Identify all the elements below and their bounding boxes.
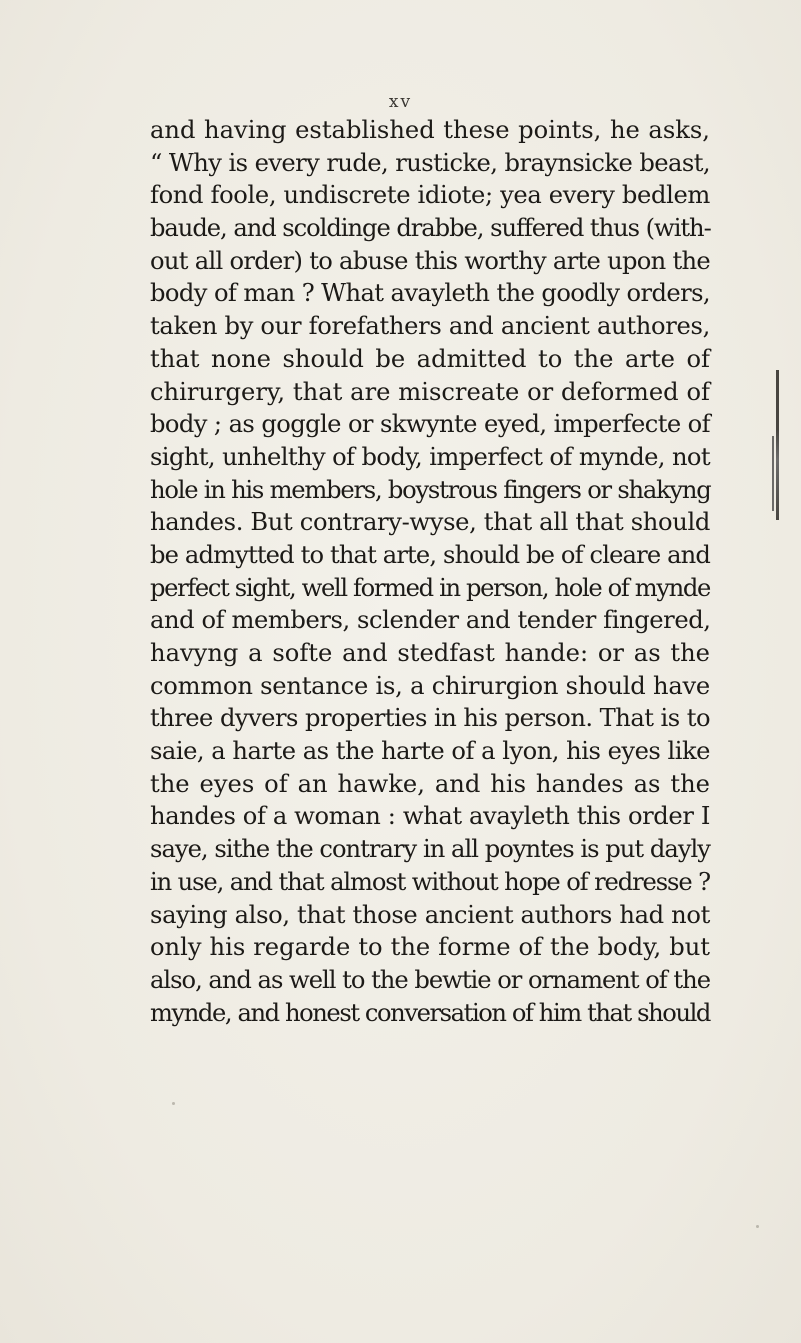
text-line: saying also, that those ancient authors had not [150, 900, 710, 929]
page-number: xv [388, 92, 413, 112]
text-line: in use, and that almost without hope of redresse ? [150, 867, 710, 896]
text-line: baude, and scoldinge drabbe, suffered thus (with- [150, 214, 711, 243]
text-line: havyng a softe and stedfast hande: or as the [150, 639, 710, 667]
text-line: sight, unhelthy of body, imperfect of mynde, not [150, 442, 710, 471]
text-line: perfect sight, well formed in person, hole of mynde [150, 573, 710, 602]
text-line: and having established these points, he asks, [150, 116, 710, 144]
text-line: “ Why is every rude, rusticke, braynsicke beast, [150, 148, 710, 177]
text-line: the eyes of an hawke, and his handes as the [150, 769, 710, 798]
text-line: mynde, and honest conversation of him that should [150, 998, 710, 1027]
text-line: handes of a woman : what avayleth this order I [150, 802, 710, 831]
text-line: taken by our forefathers and ancient authores, [150, 312, 710, 341]
margin-mark [772, 436, 774, 511]
text-line: out all order) to abuse this worthy arte upon the [150, 246, 710, 275]
paper-speck [172, 1102, 175, 1105]
text-line: saie, a harte as the harte of a lyon, his eyes like [150, 737, 710, 766]
paper-speck [756, 1225, 759, 1228]
margin-mark [776, 370, 779, 520]
text-line: chirurgery, that are miscreate or deformed of [150, 377, 710, 406]
text-line: fond foole, undiscrete idiote; yea every bedlem [150, 181, 710, 210]
text-line: and of members, sclender and tender fingered, [150, 606, 711, 635]
text-line: handes. But contrary-wyse, that all that should [150, 508, 710, 537]
text-line: be admytted to that arte, should be of cleare and [150, 540, 710, 569]
text-line: body of man ? What avayleth the goodly orders, [150, 279, 710, 308]
text-line: also, and as well to the bewtie or ornament of the [150, 965, 710, 994]
text-line: that none should be admitted to the arte of [150, 344, 710, 373]
text-line: saye, sithe the contrary in all poyntes is put dayly [150, 835, 710, 864]
text-line: hole in his members, boystrous fingers or shakyng [150, 475, 711, 504]
text-line: only his regarde to the forme of the body, but [150, 933, 710, 962]
body-text [150, 114, 710, 1029]
text-line: common sentance is, a chirurgion should have [150, 671, 710, 700]
text-line: three dyvers properties in his person. That is to [150, 704, 710, 733]
text-line: body ; as goggle or skwynte eyed, imperfecte of [150, 410, 710, 439]
